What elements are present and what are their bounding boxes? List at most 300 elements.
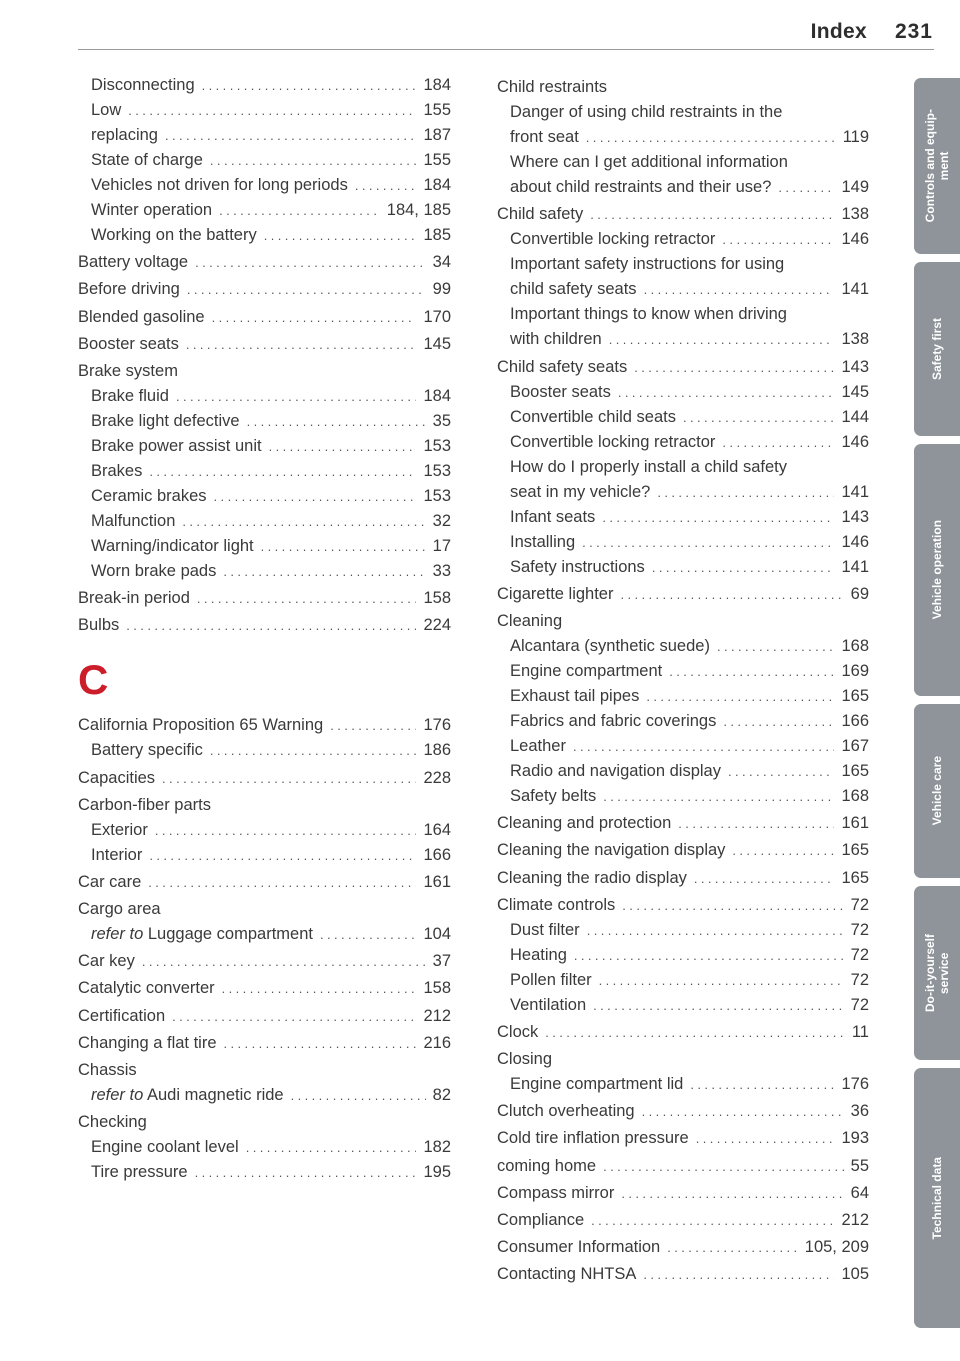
index-entry [497, 684, 869, 709]
entry-term: Where can I get additional information [510, 153, 788, 172]
page-reference[interactable]: 145 [423, 334, 451, 353]
page-reference[interactable]: 36 [850, 1102, 869, 1121]
entry-term: Brake fluid [91, 386, 169, 405]
index-entry [497, 302, 869, 327]
index-entry [497, 405, 869, 430]
entry-term: Blended gasoline [78, 307, 205, 326]
entry-term: Ventilation [510, 995, 587, 1014]
dot-leader [586, 125, 836, 150]
page-reference[interactable]: 17 [432, 536, 451, 555]
entry-term: Convertible locking retractor [510, 432, 716, 451]
entry-term: Exhaust tail pipes [510, 686, 640, 705]
index-entry [497, 1262, 869, 1287]
index-entry [497, 227, 869, 252]
dot-leader [722, 227, 834, 252]
page-reference[interactable]: 153 [423, 436, 451, 455]
entry-term: Car care [78, 872, 142, 891]
index-entry [78, 384, 451, 409]
entry-term: Checking [78, 1113, 147, 1132]
index-entry [78, 148, 451, 173]
entry-term: Brakes [91, 461, 143, 480]
entry-term: Heating [510, 945, 567, 964]
index-entry [78, 332, 451, 357]
entry-term: with children [510, 330, 602, 349]
dot-leader [644, 277, 835, 302]
dot-leader [722, 430, 834, 455]
index-entry [497, 634, 869, 659]
page-reference[interactable]: 158 [423, 589, 451, 608]
page-reference[interactable]: 146 [841, 432, 869, 451]
index-entry [497, 968, 869, 993]
page-reference[interactable]: 33 [432, 561, 451, 580]
entry-term: Ceramic brakes [91, 486, 207, 505]
entry-term: Engine coolant level [91, 1138, 239, 1157]
entry-term: Warning/indicator light [91, 536, 254, 555]
page-reference[interactable]: 166 [423, 845, 451, 864]
index-entry [78, 793, 451, 818]
dot-leader [587, 918, 844, 943]
index-entry [497, 1072, 869, 1097]
entry-term: Winter operation [91, 201, 213, 219]
index-entry [497, 1235, 869, 1260]
cross-reference: refer to [91, 1086, 144, 1104]
index-entry [497, 1126, 869, 1151]
page-reference[interactable]: 34 [432, 253, 451, 272]
dot-leader [202, 73, 417, 98]
dot-leader [246, 1135, 417, 1160]
tab-label: Do-it-yourself service [923, 934, 951, 1012]
entry-term: Engine compartment [510, 661, 663, 680]
index-column-right [497, 73, 869, 1287]
index-entry [497, 734, 869, 759]
index-entry [497, 355, 869, 380]
page-number: 231 [894, 20, 933, 43]
index-entry [78, 250, 451, 275]
index-entry [497, 866, 869, 891]
dot-leader [574, 943, 844, 968]
entry-term: Booster seats [510, 382, 611, 401]
index-entry [78, 277, 451, 302]
index-entry [78, 818, 451, 843]
index-entry [497, 918, 869, 943]
entry-term: Brake power assist unit [91, 436, 262, 455]
entry-term: Clock [497, 1022, 539, 1041]
dot-leader [545, 1020, 845, 1045]
entry-term: Dust filter [510, 920, 580, 939]
index-entry [497, 1154, 869, 1179]
dot-leader [126, 613, 416, 638]
index-entry [497, 430, 869, 455]
page-reference[interactable]: 184 [423, 176, 451, 194]
dot-leader [696, 1126, 835, 1151]
entry-term: Disconnecting [91, 76, 195, 94]
index-entry [497, 1047, 869, 1072]
index-entry [78, 1160, 451, 1185]
index-entry [497, 811, 869, 836]
dot-leader [622, 893, 843, 918]
page-reference[interactable]: 141 [841, 482, 869, 501]
dot-leader [195, 250, 426, 275]
entry-term: Compliance [497, 1211, 585, 1229]
page-reference[interactable]: 149 [841, 178, 869, 197]
dot-leader [732, 838, 834, 863]
page-reference[interactable]: 37 [432, 952, 451, 971]
page-reference[interactable]: 228 [423, 768, 451, 787]
dot-leader [602, 505, 834, 530]
index-entry [497, 150, 869, 175]
dot-leader [261, 534, 426, 559]
page-reference[interactable]: 105, 209 [804, 1238, 869, 1257]
entry-term: Battery specific [91, 741, 203, 760]
dot-leader [643, 1262, 834, 1287]
page-reference[interactable]: 165 [841, 686, 869, 705]
tab-label: Safety first [930, 317, 944, 381]
page-reference[interactable]: 176 [841, 1075, 869, 1094]
entry-term: child safety seats [510, 280, 637, 299]
entry-term: Important things to know when driving [510, 305, 787, 324]
dot-leader [621, 1181, 843, 1206]
tab-label: Technical data [930, 1156, 944, 1240]
page-reference[interactable]: 32 [432, 511, 451, 530]
entry-term: about child restraints and their use? [510, 178, 772, 197]
page-reference[interactable]: 72 [850, 995, 869, 1014]
tab-vehicle-operation[interactable] [914, 444, 960, 696]
entry-term: Engine compartment lid [510, 1075, 684, 1094]
page-reference[interactable]: 164 [423, 820, 451, 839]
dot-leader [582, 530, 834, 555]
dot-leader [778, 175, 834, 200]
entry-term: Contacting NHTSA [497, 1265, 637, 1284]
dot-leader [669, 659, 834, 684]
entry-term: Cleaning the navigation display [497, 841, 726, 860]
page-reference[interactable]: 165 [841, 841, 869, 860]
index-entry [78, 1058, 451, 1083]
page-reference[interactable]: 72 [850, 895, 869, 914]
page-reference[interactable]: 170 [423, 307, 451, 326]
entry-term: California Proposition 65 Warning [78, 716, 324, 735]
dot-leader [162, 766, 416, 791]
entry-term: Alcantara (synthetic suede) [510, 636, 710, 655]
index-entry [497, 125, 869, 150]
page-reference[interactable]: 138 [841, 205, 869, 224]
entry-term: Changing a flat tire [78, 1033, 217, 1052]
index-entry [78, 73, 451, 98]
page-reference[interactable]: 212 [841, 1211, 869, 1229]
entry-term: Convertible locking retractor [510, 230, 716, 249]
page-reference[interactable]: 143 [841, 507, 869, 526]
dot-leader [149, 843, 416, 868]
page-reference[interactable]: 161 [423, 872, 451, 891]
cross-reference: refer to [91, 925, 144, 944]
page-reference[interactable]: 145 [841, 382, 869, 401]
entry-term: Vehicles not driven for long periods [91, 176, 348, 194]
page-reference[interactable]: 72 [850, 970, 869, 989]
index-entry [497, 759, 869, 784]
page-reference[interactable]: 141 [841, 280, 869, 299]
dot-leader [186, 332, 417, 357]
dot-leader [603, 1154, 844, 1179]
dot-leader [599, 968, 844, 993]
entry-term: Leather [510, 736, 566, 755]
entry-term-text: Audi magnetic ride [143, 1086, 284, 1104]
index-entry [497, 505, 869, 530]
dot-leader [223, 559, 425, 584]
dot-leader [187, 277, 426, 302]
index-column-left [78, 73, 451, 1185]
dot-leader [247, 409, 426, 434]
page-reference[interactable]: 141 [841, 557, 869, 576]
dot-leader [728, 759, 834, 784]
page-reference[interactable]: 165 [841, 761, 869, 780]
page-reference[interactable]: 185 [423, 226, 451, 244]
entry-term: Child safety seats [497, 357, 628, 376]
tab-controls-and-equipment[interactable] [914, 78, 960, 254]
dot-leader [609, 327, 835, 352]
index-entry [78, 1083, 451, 1108]
index-entry [497, 530, 869, 555]
index-entry [78, 559, 451, 584]
entry-term: How do I properly install a child safety [510, 457, 787, 476]
index-entry [497, 277, 869, 302]
tab-label: Controls and equip- ment [923, 109, 951, 223]
entry-term: Infant seats [510, 507, 596, 526]
entry-term [91, 1083, 284, 1108]
page-reference[interactable]: 153 [423, 486, 451, 505]
entry-term: Safety belts [510, 786, 597, 805]
dot-leader [355, 173, 417, 198]
index-entry [78, 409, 451, 434]
page-reference[interactable]: 153 [423, 461, 451, 480]
entry-term: Pollen filter [510, 970, 592, 989]
index-entry [497, 555, 869, 580]
index-entry [497, 100, 869, 125]
header-divider [78, 49, 934, 50]
entry-term: Danger of using child restraints in the [510, 103, 783, 122]
dot-leader [591, 1208, 834, 1233]
entry-term: Convertible child seats [510, 407, 676, 426]
dot-leader [149, 459, 416, 484]
dot-leader [620, 582, 843, 607]
page-reference[interactable]: 167 [841, 736, 869, 755]
page-reference[interactable]: 146 [841, 230, 869, 249]
page-reference[interactable]: 184 [423, 386, 451, 405]
page-reference[interactable]: 187 [423, 126, 451, 144]
index-entry [78, 922, 451, 947]
index-entry [78, 897, 451, 922]
entry-term: Before driving [78, 280, 180, 299]
index-entry [78, 98, 451, 123]
entry-term: Cleaning [497, 611, 563, 630]
dot-leader [618, 380, 835, 405]
dot-leader [590, 202, 834, 227]
tab-vehicle-care[interactable] [914, 704, 960, 878]
index-entry [78, 1031, 451, 1056]
page-reference[interactable]: 155 [423, 101, 451, 119]
page-reference[interactable]: 69 [850, 584, 869, 603]
page-reference[interactable]: 212 [423, 1006, 451, 1025]
page-reference[interactable]: 168 [841, 636, 869, 655]
index-entry [78, 1135, 451, 1160]
page-reference[interactable]: 186 [423, 741, 451, 760]
index-entry [497, 709, 869, 734]
index-entry [497, 252, 869, 277]
entry-term: State of charge [91, 151, 203, 169]
page-reference[interactable]: 99 [432, 280, 451, 299]
page-reference[interactable]: 72 [850, 945, 869, 964]
page-reference[interactable]: 184, 185 [386, 201, 451, 219]
tab-safety-first[interactable] [914, 262, 960, 436]
page-reference[interactable]: 165 [841, 868, 869, 887]
index-entry [78, 173, 451, 198]
entry-term: Compass mirror [497, 1183, 615, 1202]
tab-technical-data[interactable] [914, 1068, 960, 1328]
dot-leader [210, 148, 417, 173]
page-reference[interactable]: 158 [423, 979, 451, 998]
index-entry [78, 123, 451, 148]
index-entry [497, 609, 869, 634]
dot-leader [642, 1099, 844, 1124]
index-entry [78, 359, 451, 384]
dot-leader [155, 818, 417, 843]
page-reference[interactable]: 11 [851, 1022, 869, 1041]
page-reference[interactable]: 195 [423, 1163, 451, 1182]
page-reference[interactable]: 55 [850, 1156, 869, 1175]
entry-term: Car key [78, 952, 135, 971]
entry-term: Cleaning and protection [497, 814, 672, 833]
entry-term: Child safety [497, 205, 584, 224]
index-entry [497, 838, 869, 863]
dot-leader [690, 1072, 834, 1097]
dot-leader [652, 555, 835, 580]
tab-do-it-yourself-service[interactable] [914, 886, 960, 1060]
entry-term: Chassis [78, 1061, 137, 1079]
index-entry [78, 223, 451, 248]
dot-leader [657, 480, 834, 505]
page-reference[interactable]: 166 [841, 711, 869, 730]
page-reference[interactable]: 138 [841, 330, 869, 349]
index-entry [497, 1020, 869, 1045]
index-entry [497, 784, 869, 809]
page-reference[interactable]: 119 [842, 128, 869, 147]
entry-term: Cigarette lighter [497, 584, 614, 603]
page-reference[interactable]: 146 [841, 532, 869, 551]
page-reference[interactable]: 161 [841, 814, 869, 833]
page-reference[interactable]: 216 [423, 1033, 451, 1052]
dot-leader [667, 1235, 798, 1260]
page-reference[interactable]: 182 [423, 1138, 451, 1157]
page-reference[interactable]: 105 [841, 1265, 869, 1284]
page-reference[interactable]: 143 [841, 357, 869, 376]
index-entry [78, 434, 451, 459]
index-entry [78, 305, 451, 330]
page-reference[interactable]: 64 [850, 1183, 869, 1202]
entry-term: replacing [91, 126, 158, 144]
page-reference[interactable]: 169 [841, 661, 869, 680]
index-entry [78, 484, 451, 509]
index-entry [497, 659, 869, 684]
page-reference[interactable]: 224 [423, 616, 451, 635]
dot-leader [172, 1004, 416, 1029]
entry-term: front seat [510, 128, 579, 147]
dot-leader [212, 305, 417, 330]
dot-leader [214, 484, 417, 509]
dot-leader [573, 734, 835, 759]
page-reference[interactable]: 184 [423, 76, 451, 94]
dot-leader [219, 198, 380, 223]
dot-leader [723, 709, 834, 734]
tab-label: Vehicle operation [930, 520, 944, 620]
entry-term: Brake light defective [91, 411, 240, 430]
tab-label: Vehicle care [930, 756, 944, 826]
index-entry [497, 327, 869, 352]
dot-leader [291, 1083, 426, 1108]
index-entry [78, 976, 451, 1001]
dot-leader [165, 123, 417, 148]
dot-leader [330, 713, 416, 738]
index-entry [78, 586, 451, 611]
entry-term: Certification [78, 1006, 166, 1025]
dot-leader [603, 784, 834, 809]
entry-term: Booster seats [78, 334, 179, 353]
index-entry [78, 1004, 451, 1029]
entry-term: Clutch overheating [497, 1102, 635, 1121]
entry-term-text: Luggage compartment [143, 925, 313, 944]
dot-leader [222, 976, 417, 1001]
index-entry [78, 613, 451, 638]
page-reference[interactable]: 176 [423, 716, 451, 735]
page-reference[interactable]: 155 [423, 151, 451, 169]
dot-leader [320, 922, 416, 947]
dot-leader [646, 684, 834, 709]
dot-leader [142, 949, 426, 974]
page-reference[interactable]: 35 [432, 411, 451, 430]
index-title: Index [810, 20, 867, 43]
index-entry [497, 893, 869, 918]
dot-leader [148, 870, 416, 895]
entry-term: Tire pressure [91, 1163, 188, 1182]
page-reference[interactable]: 104 [423, 925, 451, 944]
entry-term: coming home [497, 1156, 597, 1175]
dot-leader [182, 509, 425, 534]
entry-term: Capacities [78, 768, 156, 787]
entry-term: Closing [497, 1050, 553, 1069]
entry-term: Cleaning the radio display [497, 868, 687, 887]
page-reference[interactable]: 193 [841, 1129, 869, 1148]
page-reference[interactable]: 82 [432, 1086, 451, 1104]
entry-term: Working on the battery [91, 226, 257, 244]
index-entry [497, 455, 869, 480]
entry-term: Interior [91, 845, 143, 864]
dot-leader [264, 223, 417, 248]
page-reference[interactable]: 72 [850, 920, 869, 939]
index-entry [497, 993, 869, 1018]
index-entry [78, 459, 451, 484]
index-entry [497, 582, 869, 607]
entry-term: Brake system [78, 361, 178, 380]
dot-leader [195, 1160, 417, 1185]
index-entry [78, 534, 451, 559]
index-entry [78, 198, 451, 223]
dot-leader [128, 98, 416, 123]
index-entry [497, 1099, 869, 1124]
page-reference[interactable]: 168 [841, 786, 869, 805]
page-reference[interactable]: 144 [841, 407, 869, 426]
entry-term: Important safety instructions for using [510, 255, 785, 274]
index-entry [497, 1181, 869, 1206]
entry-term: Malfunction [91, 511, 176, 530]
dot-leader [176, 384, 417, 409]
index-entry [497, 75, 869, 100]
